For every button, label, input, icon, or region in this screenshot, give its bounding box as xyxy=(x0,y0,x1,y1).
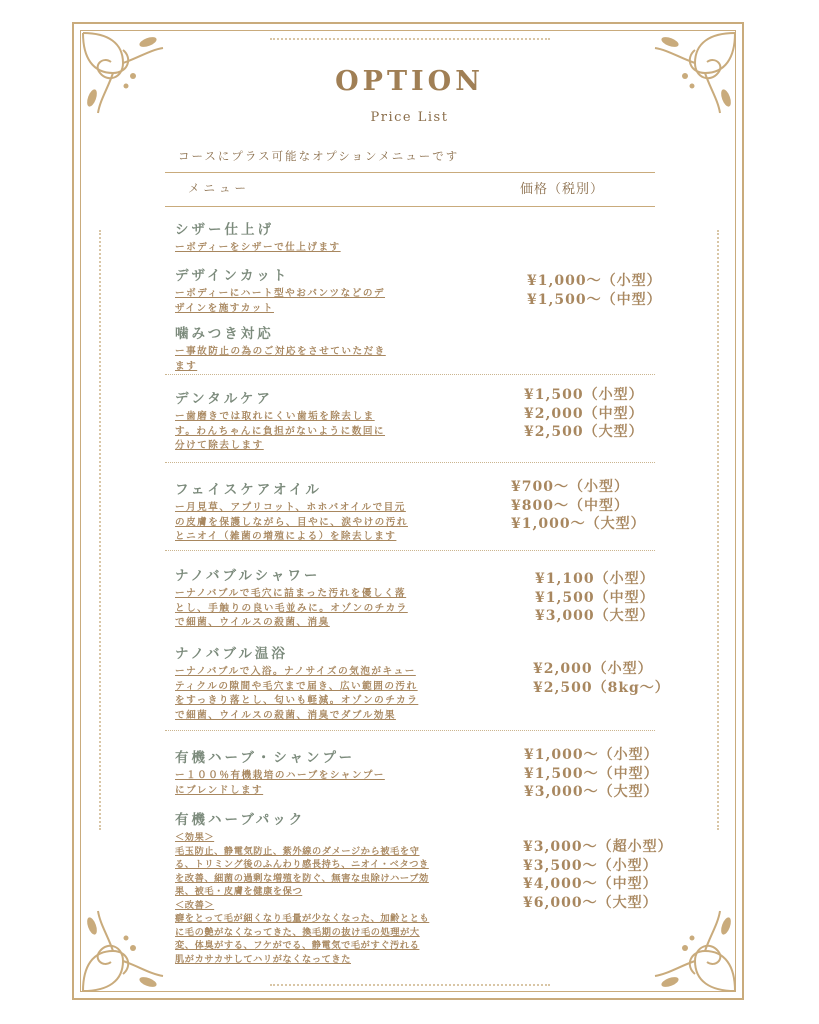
price-line: ¥1,100（小型） xyxy=(535,571,655,587)
header-bottom-rule xyxy=(165,206,655,207)
menu-item xyxy=(175,387,385,454)
price-line: ¥1,000～（大型） xyxy=(511,516,646,532)
price-list xyxy=(511,478,646,534)
item-name: 噛みつき対応 xyxy=(175,326,274,342)
price-line: ¥1,000～（小型） xyxy=(527,273,662,289)
intro-text: コースにプラス可能なオプションメニューです xyxy=(178,149,460,163)
left-dotted-border xyxy=(99,230,101,830)
corner-ornament-bottom-right xyxy=(650,906,740,996)
price-line: ¥3,000～（大型） xyxy=(524,784,659,800)
page-subtitle: Price List xyxy=(370,110,449,125)
price-line: ¥700～（小型） xyxy=(511,479,629,495)
menu-item xyxy=(175,564,408,631)
menu-item xyxy=(175,478,408,545)
item-description: ー１００％有機栽培のハーブをシャンプー にブレンドします xyxy=(175,770,385,796)
section-divider xyxy=(165,374,655,375)
price-line: ¥6,000～（大型） xyxy=(523,894,658,911)
column-header-price: 価格（税別） xyxy=(520,182,605,197)
section-divider xyxy=(165,462,655,463)
item-name: ナノバブル温浴 xyxy=(175,646,288,662)
corner-ornament-bottom-left xyxy=(78,906,168,996)
item-name: ナノバブルシャワー xyxy=(175,568,321,584)
price-list xyxy=(533,660,670,697)
section-divider xyxy=(165,730,655,731)
price-list xyxy=(523,838,673,912)
top-dotted-border xyxy=(270,38,550,40)
price-list xyxy=(524,386,644,442)
price-list xyxy=(535,570,655,626)
menu-item xyxy=(175,642,418,723)
price-line: ¥1,500（中型） xyxy=(535,589,655,606)
price-line: ¥2,500（8kg～） xyxy=(533,679,670,696)
page-title: OPTION xyxy=(335,66,484,97)
item-description: ー月見草、アプリコット、ホホバオイルで目元 の皮膚を保護しながら、目やに、涙やけの汚れ とニオイ（雑菌の増殖による）を除去します xyxy=(175,502,408,542)
price-line: ¥1,500～（中型） xyxy=(527,291,662,308)
item-name: シザー仕上げ xyxy=(175,222,274,238)
bottom-dotted-border xyxy=(270,984,550,986)
price-list xyxy=(527,272,662,309)
price-line: ¥1,500～（中型） xyxy=(524,765,659,782)
menu-item xyxy=(175,808,429,966)
price-line: ¥3,500～（小型） xyxy=(523,857,658,874)
item-description: ーボディーにハート型やおパンツなどのデ ザインを施すカット xyxy=(175,288,386,314)
price-line: ¥3,000（大型） xyxy=(535,608,655,624)
price-line: ¥800～（中型） xyxy=(511,497,629,514)
menu-item xyxy=(175,746,385,798)
price-line: ¥2,500（大型） xyxy=(524,424,644,440)
item-description: ー歯磨きでは取れにくい歯垢を除去しま す。わんちゃんに負担がないように数回に 分けて除去します xyxy=(175,411,386,451)
price-line: ¥1,000～（小型） xyxy=(524,747,659,763)
column-header-menu: メニュー xyxy=(188,181,250,195)
menu-item xyxy=(175,264,385,316)
price-list xyxy=(524,746,659,802)
price-line: ¥3,000～（超小型） xyxy=(523,839,673,855)
item-name: デンタルケア xyxy=(175,391,273,407)
item-description: ＜効果＞ 毛玉防止、静電気防止、紫外線のダメージから被毛を守 る、トリミング後のふんわり感長持ち、ニオイ・ベタつき を改善、細菌の過剰な増殖を防ぐ、無害な虫除けハーブ効 果、被毛・皮膚を健康を保つ ＜改善＞ 癖をとって毛が細くなり毛量が少なくなった、加齢ととも に毛の艶がなくなってきた、換毛期の抜け毛の処理が大 変、体臭がする、フケがでる、静電気で毛がすぐ汚れる 肌がカサカサしてハリがなくなってきた xyxy=(175,832,430,965)
price-line: ¥4,000～（中型） xyxy=(523,876,658,892)
item-name: 有機ハーブパック xyxy=(175,812,306,828)
item-name: デザインカット xyxy=(175,268,290,284)
section-divider xyxy=(165,550,655,551)
price-line: ¥2,000（小型） xyxy=(533,661,653,677)
item-description: ーボディーをシザーで仕上げます xyxy=(175,242,341,253)
item-name: 有機ハーブ・シャンプー xyxy=(175,750,356,766)
header-top-rule xyxy=(165,172,655,173)
price-line: ¥2,000（中型） xyxy=(524,405,644,422)
item-name: フェイスケアオイル xyxy=(175,482,322,498)
right-dotted-border xyxy=(717,230,719,830)
menu-item xyxy=(175,218,341,256)
item-description: ーナノバブルで入浴。ナノサイズの気泡がキュー ティクルの隙間や毛穴まで届き、広い範囲の汚れ をすっきり落とし、匂いも軽減。オゾンのチカラ で細菌、ウイルスの殺菌、消臭でダブル効果 xyxy=(175,666,419,721)
price-line: ¥1,500（小型） xyxy=(524,387,644,403)
item-description: ーナノバブルで毛穴に詰まった汚れを優しく落 とし、手触りの良い毛並みに。オゾンのチカラ で細菌、ウイルスの殺菌、消臭 xyxy=(175,588,408,628)
item-description: ー事故防止の為のご対応をさせていただき ます xyxy=(175,346,386,372)
menu-item xyxy=(175,322,386,374)
